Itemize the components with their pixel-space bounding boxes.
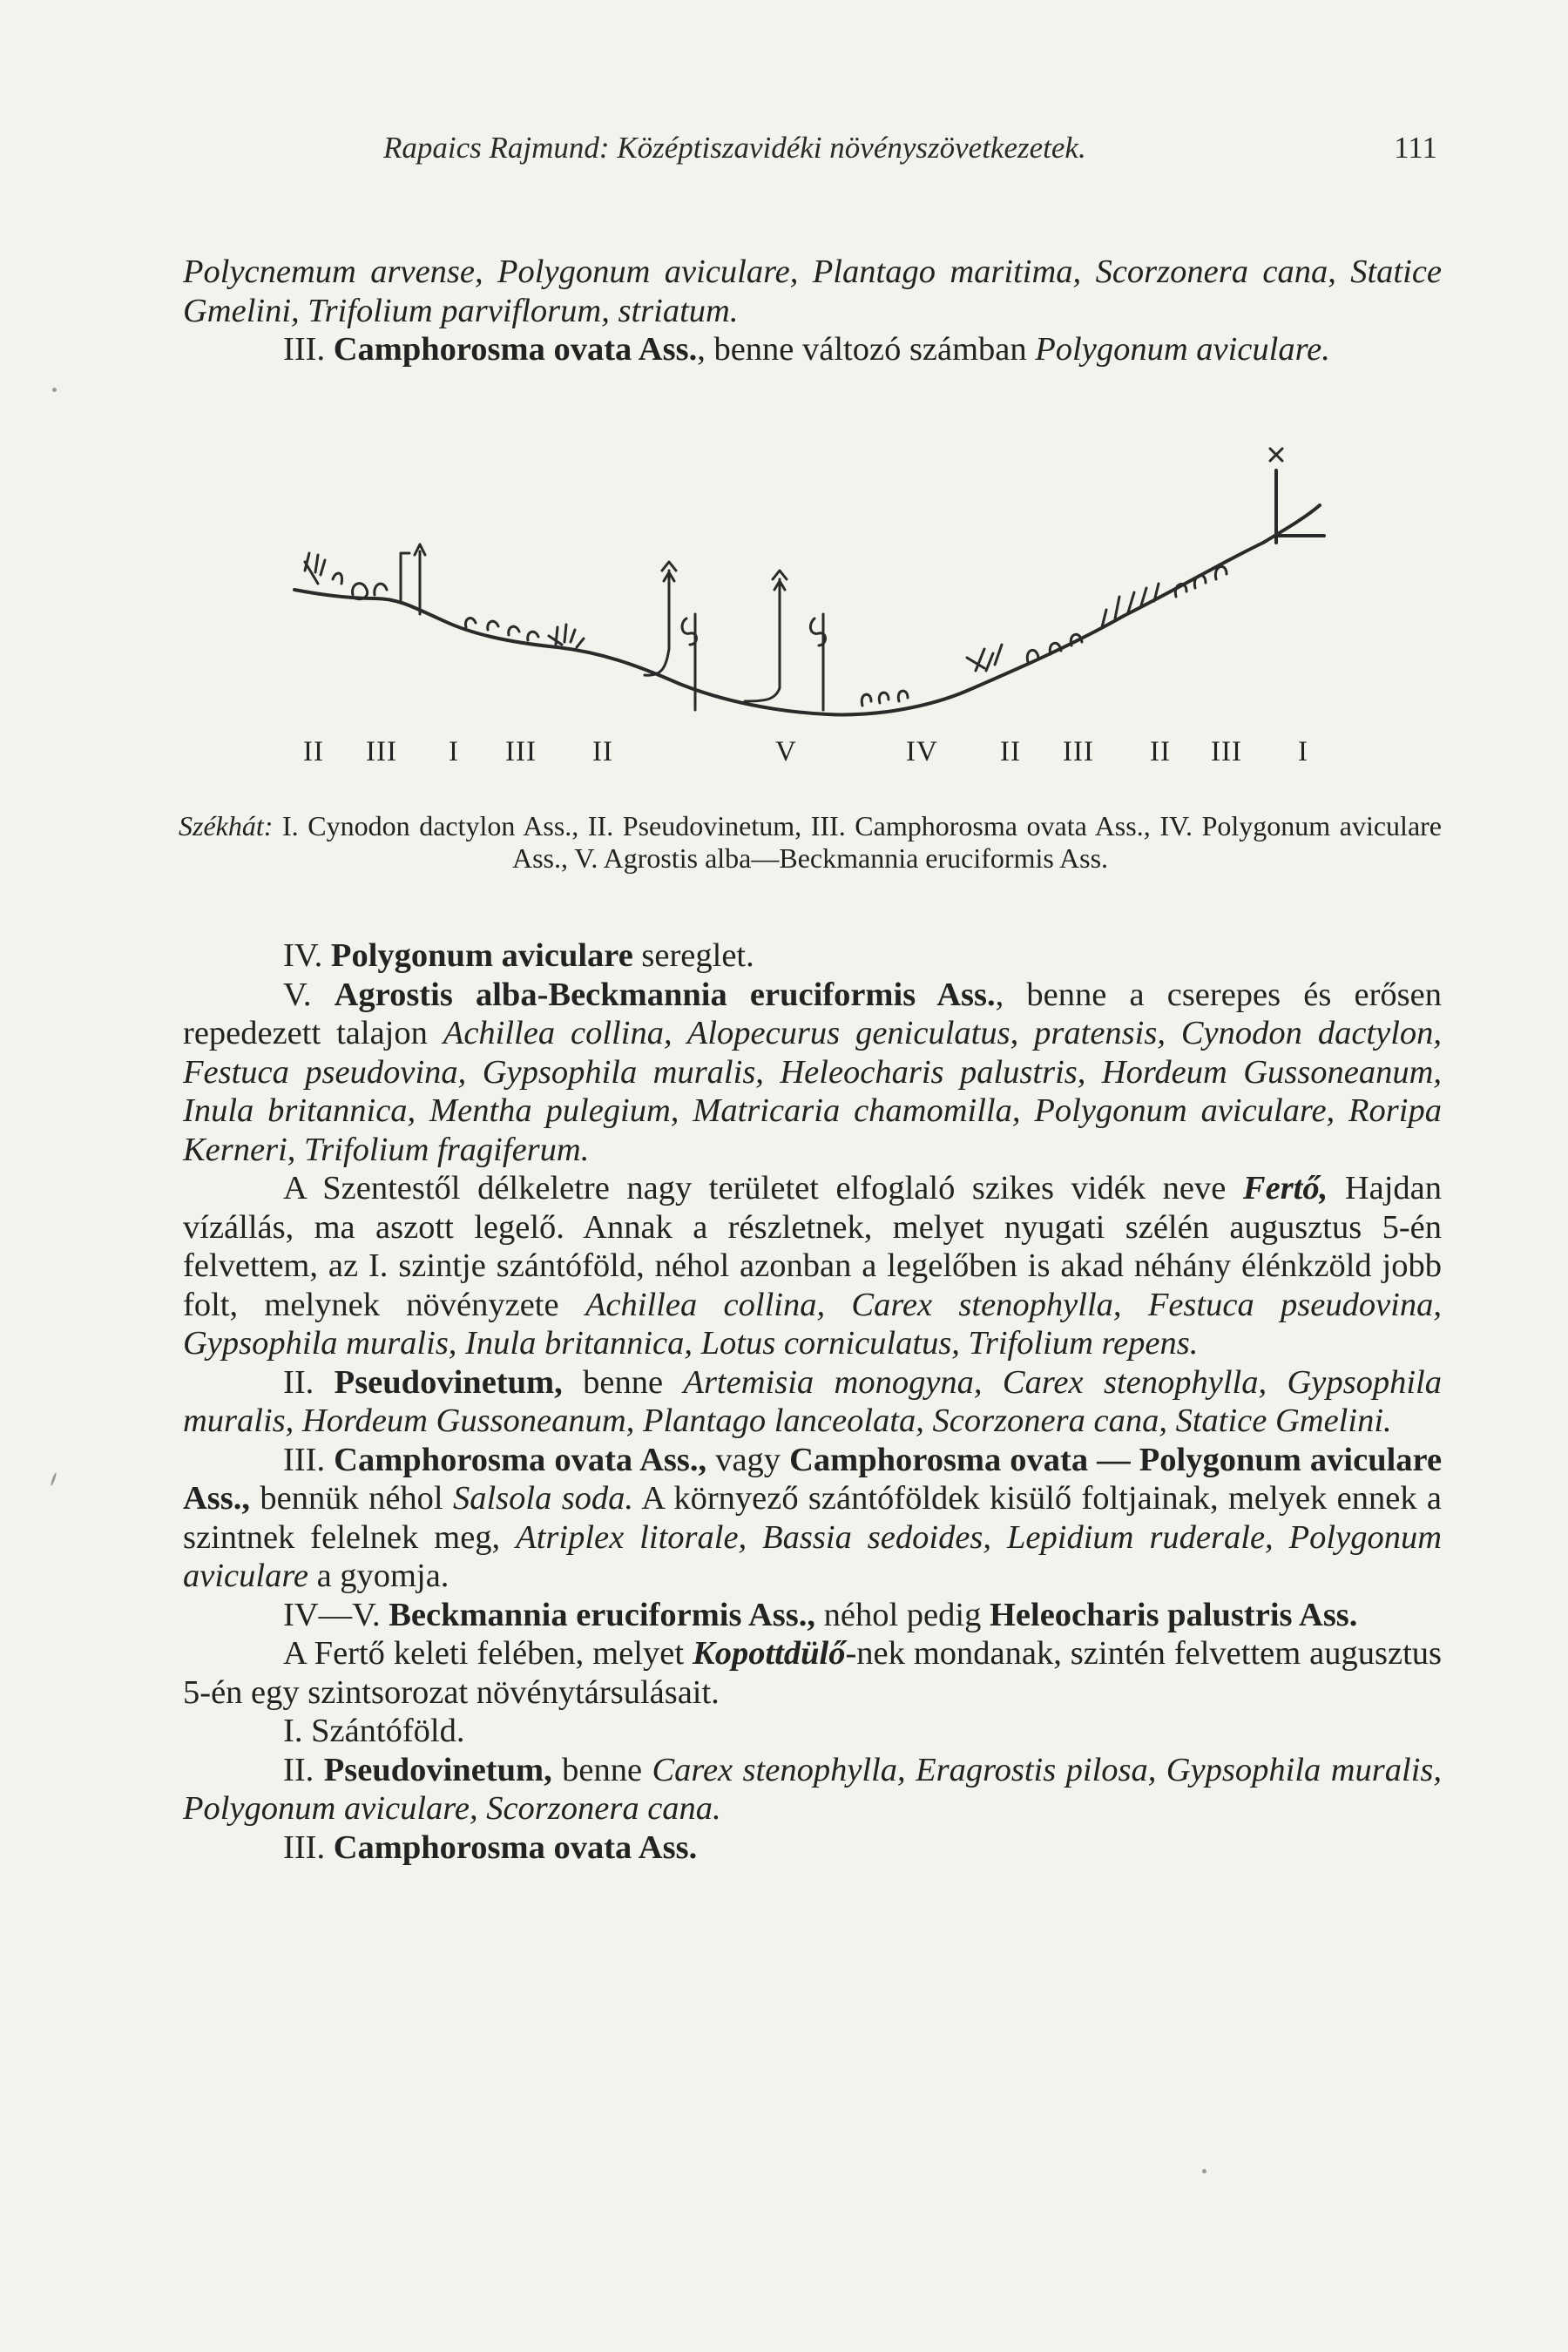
paragraph-v	[183, 976, 1442, 1170]
level-labels	[287, 736, 1333, 774]
intro-paragraph	[183, 253, 1442, 330]
level-label: I	[449, 736, 459, 767]
profile-diagram	[270, 440, 1368, 732]
paragraph-k3	[183, 1828, 1442, 1868]
plant-symbol-icon	[862, 691, 908, 706]
level-label: I	[1298, 736, 1308, 767]
species-list: Artemisia monogyna, Carex stenophylla, Gypsophila muralis, Hordeum Gussoneanum, Plantago lanceolata, Scorzonera cana, Statice Gmelini.	[183, 1363, 1442, 1439]
paragraph-text: bennük néhol	[250, 1480, 443, 1517]
level-label: III	[1211, 736, 1242, 767]
paragraph-text: néhol pedig	[815, 1596, 982, 1633]
paragraph-text: vagy	[706, 1441, 781, 1478]
item-number: III.	[283, 1441, 326, 1478]
paragraph-iii	[183, 330, 1442, 369]
item-number: III.	[283, 1828, 326, 1866]
paragraph-text: benne	[551, 1751, 643, 1788]
reed-symbol-icon	[682, 614, 696, 710]
item-number: III.	[283, 331, 326, 368]
level-label: V	[775, 736, 797, 767]
paragraph-iv-v	[183, 1596, 1442, 1635]
running-header	[383, 131, 1437, 166]
paragraph-k2	[183, 1751, 1442, 1828]
paragraph-ii	[183, 1363, 1442, 1441]
paper-speck	[50, 1472, 57, 1486]
item-number: V.	[283, 976, 312, 1013]
species-list: Salsola soda.	[452, 1480, 634, 1517]
plant-symbol-icon	[1027, 634, 1082, 662]
paragraph-text: Hajdan vízállás, ma aszott legelő. Annak a részletnek, melyet nyugati szélén augusztus 5-én felvettem, az I. szintje szántóföld, néhol azonban a legelőben is akad néhány élénkzöld jobb folt, melynek növényzete	[183, 1170, 1442, 1323]
figure-caption	[179, 810, 1442, 875]
plant-symbol-icon	[967, 645, 1002, 671]
association-name: Camphorosma ovata Ass.	[333, 331, 698, 368]
intro-text	[183, 253, 1442, 369]
association-name: Agrostis alba-Beckmannia eruciformis Ass.	[334, 976, 996, 1013]
item-number: IV.	[283, 937, 323, 974]
paragraph-text: A Fertő keleti felében, melyet	[283, 1635, 685, 1672]
paragraph-text: , benne a cserepes és erősen repedezett talajon	[183, 976, 1442, 1051]
running-title: Rapaics Rajmund: Középtiszavidéki növényszövetkezetek.	[383, 131, 1086, 165]
item-number: IV—V.	[283, 1596, 381, 1633]
species-list: Achillea collina, Carex stenophylla, Festuca pseudovina, Gypsophila muralis, Inula britannica, Lotus corniculatus, Trifolium repens.	[183, 1286, 1443, 1362]
paper-speck	[1202, 2169, 1206, 2173]
plant-symbol-icon	[549, 625, 584, 647]
plant-symbol-icon	[1175, 566, 1227, 597]
body-text	[183, 936, 1442, 1867]
plant-symbol-icon	[1102, 584, 1159, 627]
species-list: Polycnemum arvense, Polygonum aviculare, Plantago maritima, Scorzonera cana, Statice Gmelini, Trifolium parviflorum, striatum.	[183, 253, 1442, 329]
association-name: Pseudovinetum,	[323, 1751, 552, 1788]
species-list: Achillea collina, Alopecurus geniculatus, pratensis, Cynodon dactylon, Festuca pseudovina, Gypsophila muralis, Heleocharis palustris, Hordeum Gussoneanum, Inula britannica, Mentha pulegium, Matricaria chamomilla, Polygonum aviculare, Roripa Kerneri, Trifolium fragiferum.	[183, 1015, 1443, 1168]
item-number: II.	[283, 1751, 314, 1788]
paragraph-k1	[183, 1712, 1442, 1751]
paragraph-kopottdulo	[183, 1634, 1442, 1712]
species-list: Atriplex litorale, Bassia sedoides, Lepidium ruderale, Polygonum aviculare	[183, 1518, 1443, 1594]
paragraph-text: A környező szántóföldek kisülő foltjainak, melyek ennek a szintnek felelnek meg,	[183, 1480, 1443, 1556]
association-name: Camphorosma ovata — Polygonum aviculare Ass.,	[183, 1441, 1443, 1517]
item-number: II.	[283, 1363, 314, 1401]
paragraph-ferto	[183, 1169, 1442, 1363]
association-name: Heleocharis palustris Ass.	[989, 1596, 1358, 1633]
paragraph-text: a gyomja.	[308, 1558, 449, 1594]
level-label: III	[1063, 736, 1094, 767]
caption-text: I. Cynodon dactylon Ass., II. Pseudovinetum, III. Camphorosma ovata Ass., IV. Polygonum aviculare Ass., V. Agrostis alba—Beckmannia eruciformis Ass.	[282, 810, 1443, 874]
paragraph-iii-b	[183, 1441, 1442, 1596]
page-number: 111	[1394, 131, 1437, 165]
level-label: II	[1150, 736, 1171, 767]
level-label: II	[1000, 736, 1021, 767]
species-list: Carex stenophylla, Eragrostis pilosa, Gypsophila muralis, Polygonum aviculare, Scorzonera cana.	[183, 1751, 1442, 1827]
plant-symbol-icon	[465, 618, 538, 640]
level-label: III	[505, 736, 537, 767]
level-label: III	[366, 736, 397, 767]
marker-x-icon	[1270, 449, 1282, 461]
level-label: IV	[906, 736, 938, 767]
paragraph-text: I. Szántóföld.	[283, 1713, 465, 1749]
paper-speck	[52, 388, 57, 392]
paragraph-text: sereglet.	[632, 937, 754, 974]
species-list: Polygonum aviculare.	[1035, 331, 1330, 368]
terrain-profile-line	[294, 505, 1320, 714]
paragraph-text: -nek mondanak, szintén felvettem augusztus 5-én egy szintsorozat növénytársulásait.	[183, 1635, 1443, 1711]
plant-symbol-icon	[305, 553, 342, 584]
paragraph-text: benne	[562, 1363, 664, 1401]
paragraph-text: A Szentestől délkeletre nagy területet elfoglaló szikes vidék neve	[283, 1170, 1227, 1206]
reed-symbol-icon	[645, 562, 676, 675]
paragraph-iv	[183, 936, 1442, 976]
place-name: Fertő,	[1242, 1170, 1328, 1206]
association-name: Beckmannia eruciformis Ass.,	[389, 1596, 816, 1633]
reed-symbol-icon	[745, 571, 787, 701]
paragraph-text: , benne változó számban	[697, 331, 1027, 368]
caption-label: Székhát:	[179, 810, 274, 841]
association-name: Polygonum aviculare	[330, 937, 633, 974]
association-name: Camphorosma ovata Ass.	[333, 1828, 698, 1866]
level-label: II	[592, 736, 613, 767]
association-name: Camphorosma ovata Ass.,	[334, 1441, 707, 1478]
place-name: Kopottdülő	[693, 1635, 846, 1672]
association-name: Pseudovinetum,	[334, 1363, 563, 1401]
level-label: II	[303, 736, 324, 767]
reed-symbol-icon	[810, 614, 825, 710]
